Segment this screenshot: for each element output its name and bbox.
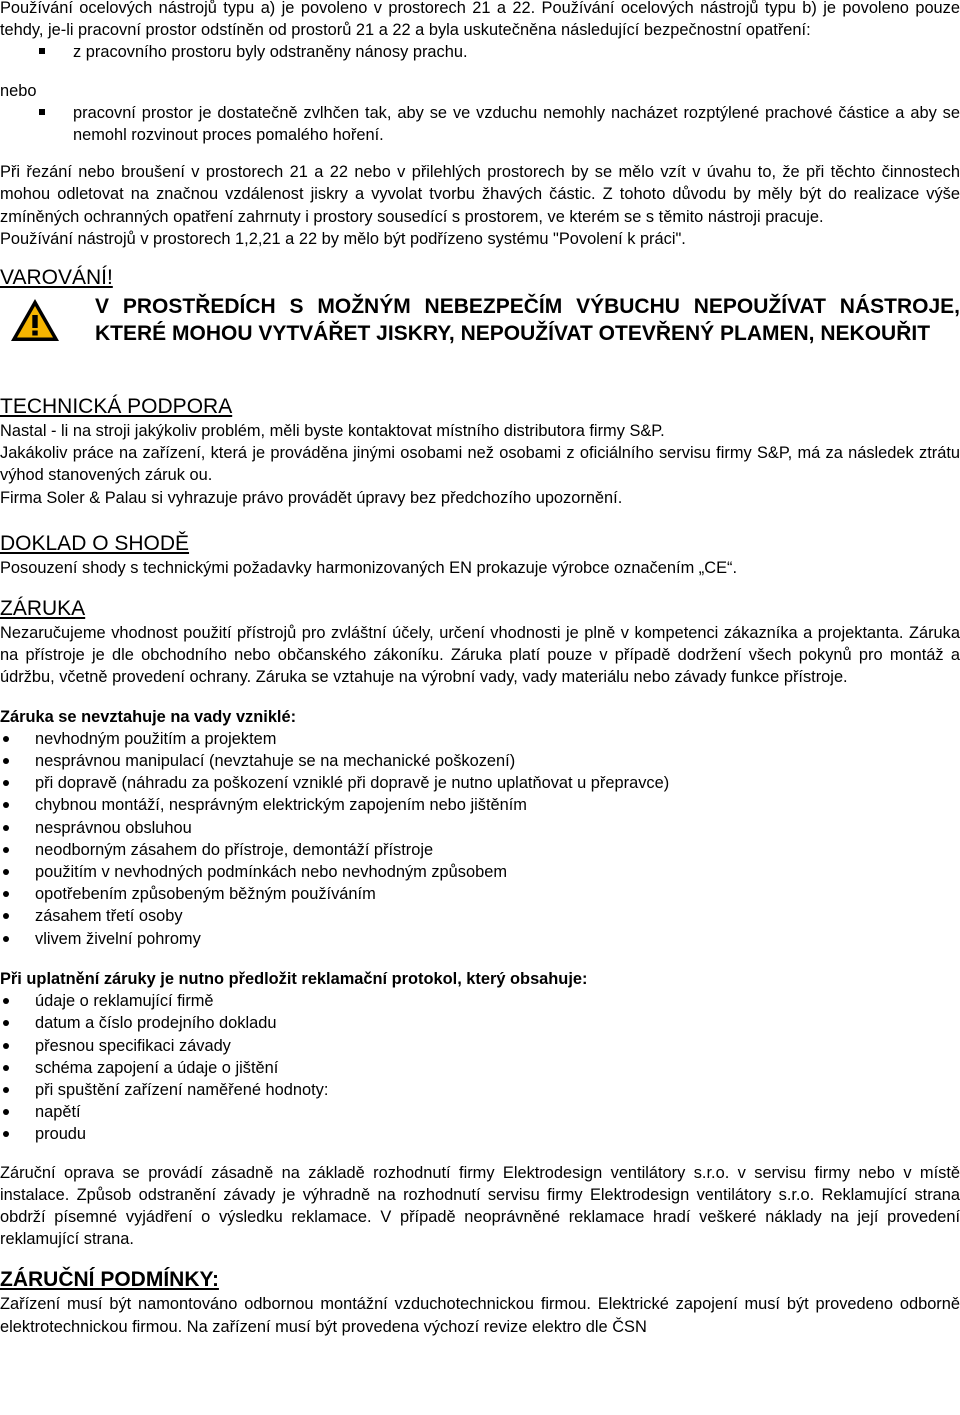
- list-item: nesprávnou obsluhou: [0, 817, 960, 839]
- list-item: schéma zapojení a údaje o jištění: [0, 1057, 960, 1079]
- conditions-paragraph: Zařízení musí být namontováno odbornou montážní vzduchotechnickou firmou. Elektrické zapojení musí být provedeno odborně elektrotechnickou firmou. Na zařízení musí být provedena výchozí revize elektro dle ČSN: [0, 1295, 960, 1336]
- support-heading: TECHNICKÁ PODPORA: [0, 395, 233, 419]
- intro-paragraph-2: Při řezání nebo broušení v prostorech 21 a 22 nebo v přilehlých prostorech by se mělo vzít v úvahu to, že při těchto činnostech mohou odletovat na značnou vzdálenost jiskry a vyvolat tvorbu žhavých částic. Z tohoto důvodu by měly být do realizace výše zmíněných ochranných opatření zahrnuty i prostory sousedící s prostorem, ve kterém se s těmito nástroji pracuje.: [0, 163, 960, 226]
- support-paragraph-3: Firma Soler & Palau si vyhrazuje právo provádět úpravy bez předchozího upozornění.: [0, 488, 623, 507]
- list-item: chybnou montáží, nesprávným elektrickým zapojením nebo jištěním: [0, 794, 960, 816]
- support-paragraph-2: Jakákoliv práce na zařízení, která je prováděna jinými osobami než osobami z oficiálního servisu firmy S&P, má za následek ztrátu výhod stanovených záruk ou.: [0, 444, 960, 485]
- intro-paragraph-3: Používání nástrojů v prostorech 1,2,21 a 22 by mělo být podřízeno systému "Povolení k práci".: [0, 229, 686, 248]
- warranty-paragraph-2: Záruční oprava se provádí zásadně na základě rozhodnutí firmy Elektrodesign ventilátory s.r.o. v servisu firmy nebo v místě instalace. Způsob odstranění závady je výhradně na rozhodnutí servisu firmy Elektrodesign ventilátory s.r.o. Reklamující strana obdrží písemné vyjádření o výsledku reklamace. V případě neoprávněné reklamace hradí veškeré náklady na její provedení reklamující strana.: [0, 1163, 960, 1249]
- list-item: z pracovního prostoru byly odstraněny nánosy prachu.: [0, 41, 960, 63]
- list-item: při dopravě (náhradu za poškození vzniklé při dopravě je nutno uplatňovat u přepravce): [0, 772, 960, 794]
- list-item: nevhodným použitím a projektem: [0, 728, 960, 750]
- square-bullet-icon: [39, 48, 45, 54]
- list-item: použitím v nevhodných podmínkách nebo nevhodným způsobem: [0, 861, 960, 883]
- intro-paragraph-1: Používání ocelových nástrojů typu a) je povoleno v prostorech 21 a 22. Používání ocelových nástrojů typu b) je povoleno pouze tehdy, je-li pracovní prostor odstíněn od prostorů 21 a 22 a byla uskutečněna následující bezpečnostní opatření:: [0, 0, 960, 40]
- dot-bullet-icon: [3, 1065, 9, 1071]
- dot-bullet-icon: [3, 736, 9, 742]
- dot-bullet-icon: [3, 1020, 9, 1026]
- list-item: pracovní prostor je dostatečně zvlhčen tak, aby se ve vzduchu nemohly nacházet rozptýlené prachové částice a aby se nemohl rozvinout proces pomalého hoření.: [0, 102, 960, 146]
- intro-nebo: nebo: [0, 81, 37, 100]
- list-item: nesprávnou manipulací (nevztahuje se na mechanické poškození): [0, 750, 960, 772]
- dot-bullet-icon: [3, 825, 9, 831]
- list-item: datum a číslo prodejního dokladu: [0, 1012, 960, 1034]
- warning-block: [0, 294, 960, 372]
- list-item: údaje o reklamující firmě: [0, 990, 960, 1012]
- dot-bullet-icon: [3, 758, 9, 764]
- dot-bullet-icon: [3, 1109, 9, 1115]
- conformity-heading: DOKLAD O SHODĚ: [0, 531, 190, 555]
- conformity-paragraph: Posouzení shody s technickými požadavky harmonizovaných EN prokazuje výrobce označením „CE“.: [0, 558, 738, 577]
- list-item: neodborným zásahem do přístroje, demontáží přístroje: [0, 839, 960, 861]
- square-bullet-icon: [39, 109, 45, 115]
- dot-bullet-icon: [3, 780, 9, 786]
- list-item: přesnou specifikaci závady: [0, 1035, 960, 1057]
- list-item: zásahem třetí osoby: [0, 905, 960, 927]
- dot-bullet-icon: [3, 869, 9, 875]
- warranty-claim-heading: Při uplatnění záruky je nutno předložit reklamační protokol, který obsahuje:: [0, 969, 588, 988]
- warranty-paragraph-1: Nezaručujeme vhodnost použití přístrojů pro zvláštní účely, určení vhodnosti je plně v kompetenci zákazníka a projektanta. Záruka na přístroje je dle obchodního nebo občanského zákoníku. Záruka platí pouze v případě dodržení všech pokynů pro montáž a údržbu, včetně provedení ochrany. Záruka se vztahuje na výrobní vady, vady materiálu nebo závady funkce přístroje.: [0, 624, 960, 687]
- intro-bullet-list-1: [0, 41, 960, 63]
- support-paragraph-1: Nastal - li na stroji jakýkoliv problém, měli byste kontaktovat místního distributora firmy S&P.: [0, 422, 665, 441]
- list-item: opotřebením způsobeným běžným používáním: [0, 883, 960, 905]
- dot-bullet-icon: [3, 847, 9, 853]
- dot-bullet-icon: [3, 802, 9, 808]
- dot-bullet-icon: [3, 1131, 9, 1137]
- dot-bullet-icon: [3, 1087, 9, 1093]
- warning-text: V PROSTŘEDÍCH S MOŽNÝM NEBEZPEČÍM VÝBUCHU NEPOUŽÍVAT NÁSTROJE, KTERÉ MOHOU VYTVÁŘET JISKRY, NEPOUŽÍVAT OTEVŘENÝ PLAMEN, NEKOUŘIT: [95, 295, 960, 345]
- list-item: proudu: [0, 1123, 960, 1145]
- warning-triangle-icon: [10, 298, 60, 342]
- warranty-claim-list: [0, 990, 960, 1145]
- intro-bullet-list-2: [0, 102, 960, 146]
- dot-bullet-icon: [3, 891, 9, 897]
- warranty-heading: ZÁRUKA: [0, 597, 86, 621]
- list-item: vlivem živelní pohromy: [0, 928, 960, 950]
- conditions-heading: ZÁRUČNÍ PODMÍNKY:: [0, 1268, 219, 1292]
- dot-bullet-icon: [3, 936, 9, 942]
- dot-bullet-icon: [3, 998, 9, 1004]
- dot-bullet-icon: [3, 1043, 9, 1049]
- warning-heading: VAROVÁNÍ!: [0, 266, 113, 290]
- dot-bullet-icon: [3, 913, 9, 919]
- list-item: při spuštění zařízení naměřené hodnoty:: [0, 1079, 960, 1101]
- list-item: napětí: [0, 1101, 960, 1123]
- warranty-exclusions-list: [0, 728, 960, 950]
- warranty-exclusions-heading: Záruka se nevztahuje na vady vzniklé:: [0, 707, 297, 726]
